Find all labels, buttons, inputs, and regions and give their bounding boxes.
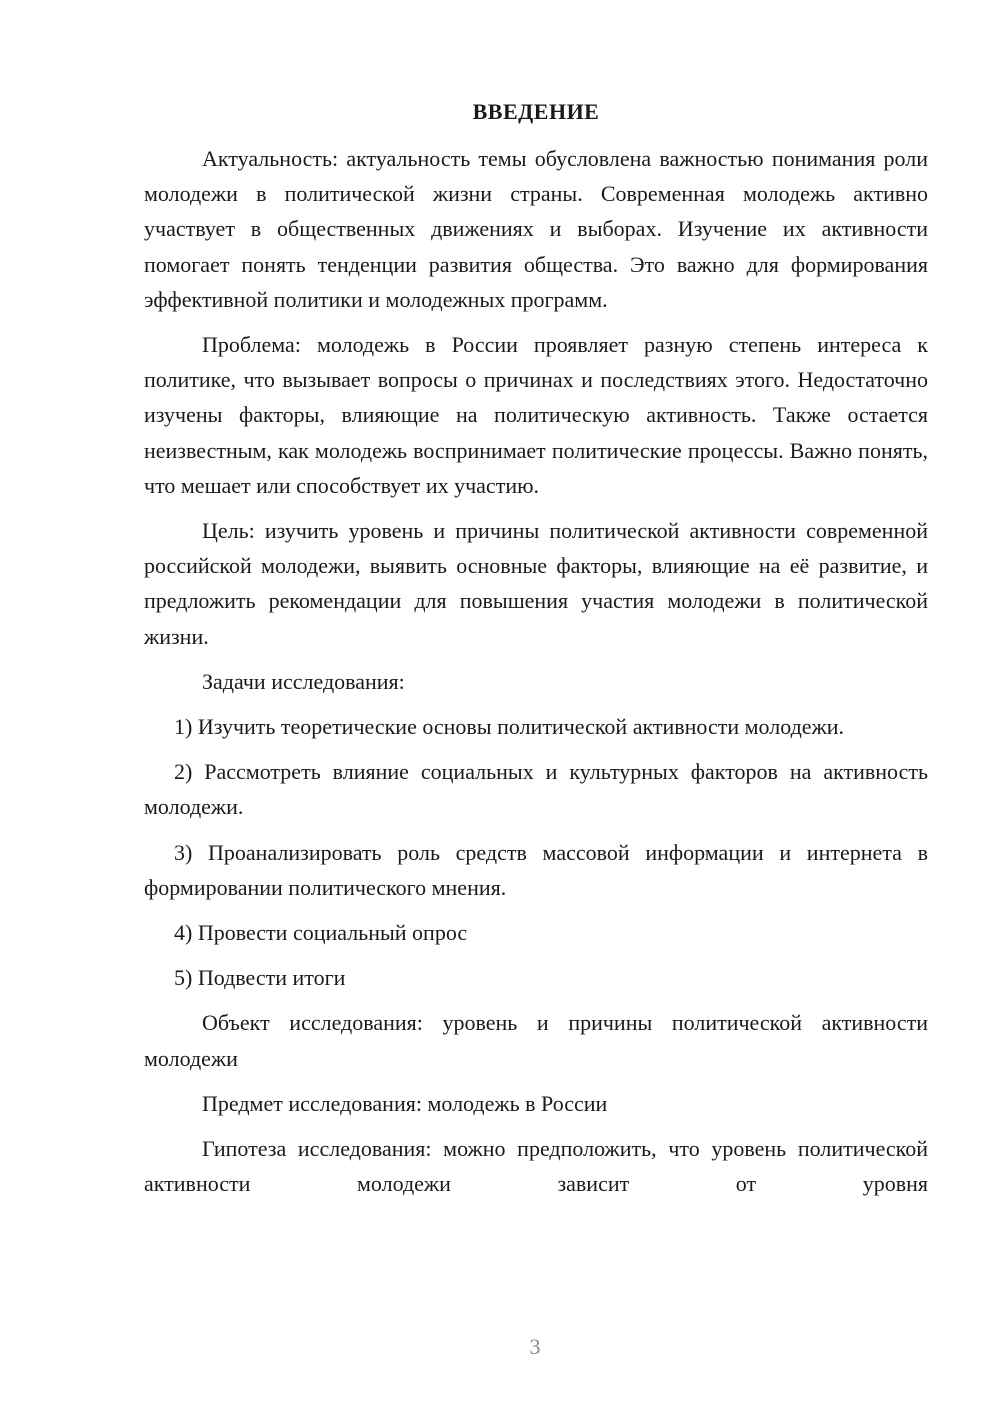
task-item-2: 2) Рассмотреть влияние социальных и культурных факторов на активность молодежи. bbox=[144, 759, 928, 820]
goal-paragraph: Цель: изучить уровень и причины политической активности современной российской молодежи, выявить основные факторы, влияющие на её развитие, и предложить рекомендации для повышения участия молодежи в политической жизни. bbox=[144, 518, 928, 649]
hypothesis-paragraph: Гипотеза исследования: можно предположить, что уровень политической активности молодежи зависит от уровня bbox=[144, 1136, 928, 1197]
task-item-5: 5) Подвести итоги bbox=[174, 965, 346, 991]
relevance-paragraph: Актуальность: актуальность темы обусловлена важностью понимания роли молодежи в политической жизни страны. Современная молодежь активно участвует в общественных движениях и выборах. Изучение их активности помогает понять тенденции развития общества. Это важно для формирования эффективной политики и молодежных программ. bbox=[144, 146, 928, 312]
research-object-paragraph: Объект исследования: уровень и причины политической активности молодежи bbox=[144, 1010, 928, 1071]
task-item-1: 1) Изучить теоретические основы политической активности молодежи. bbox=[174, 714, 845, 740]
section-heading: ВВЕДЕНИЕ bbox=[472, 99, 600, 124]
page-content bbox=[144, 94, 928, 1211]
task-item-4: 4) Провести социальный опрос bbox=[174, 920, 468, 946]
tasks-heading: Задачи исследования: bbox=[202, 668, 405, 694]
research-subject-paragraph: Предмет исследования: молодежь в России bbox=[202, 1090, 608, 1116]
problem-paragraph: Проблема: молодежь в России проявляет разную степень интереса к политике, что вызывает вопросы о причинах и последствиях этого. Недостаточно изучены факторы, влияющие на политическую активность. Также остается неизвестным, как молодежь воспринимает политические процессы. Важно понять, что мешает или способствует их участию. bbox=[144, 332, 928, 498]
task-item-3: 3) Проанализировать роль средств массовой информации и интернета в формировании политического мнения. bbox=[144, 839, 928, 900]
page-number: 3 bbox=[529, 1334, 541, 1359]
